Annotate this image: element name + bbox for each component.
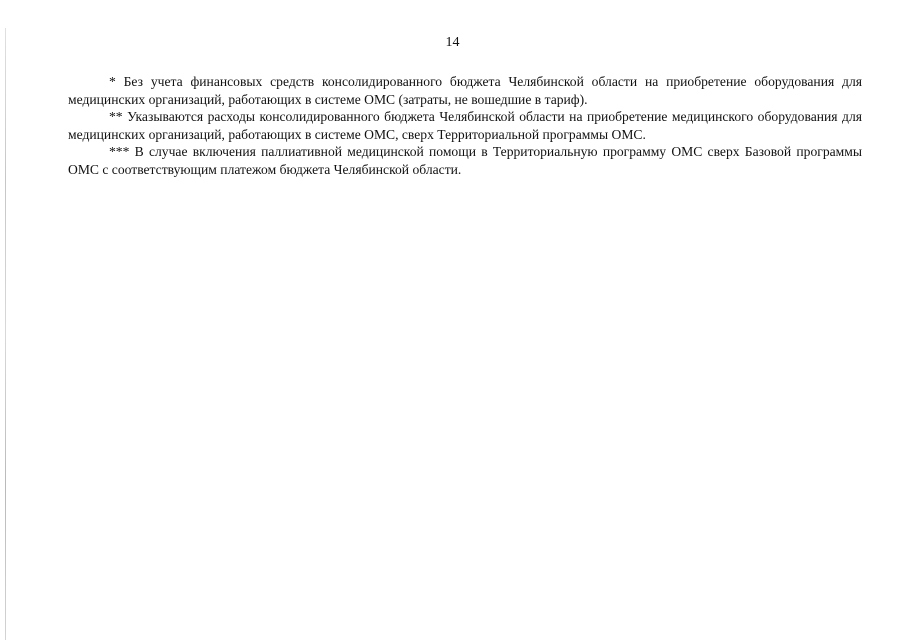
scan-edge-line <box>5 28 6 640</box>
footnote-1: * Без учета финансовых средств консолидированного бюджета Челябинской области на приобретение оборудования для медицинских организаций, работающих в системе ОМС (затраты, не вошедшие в тариф). <box>68 74 862 107</box>
page-number: 14 <box>445 35 460 50</box>
footnotes <box>68 73 862 178</box>
footnote-3: *** В случае включения паллиативной медицинской помощи в Территориальную программу ОМС сверх Базовой программы ОМС с соответствующим платежом бюджета Челябинской области. <box>68 144 862 177</box>
footnote-2: ** Указываются расходы консолидированного бюджета Челябинской области на приобретение медицинского оборудования для медицинских организаций, работающих в системе ОМС, сверх Территориальной программы ОМС. <box>68 109 862 142</box>
